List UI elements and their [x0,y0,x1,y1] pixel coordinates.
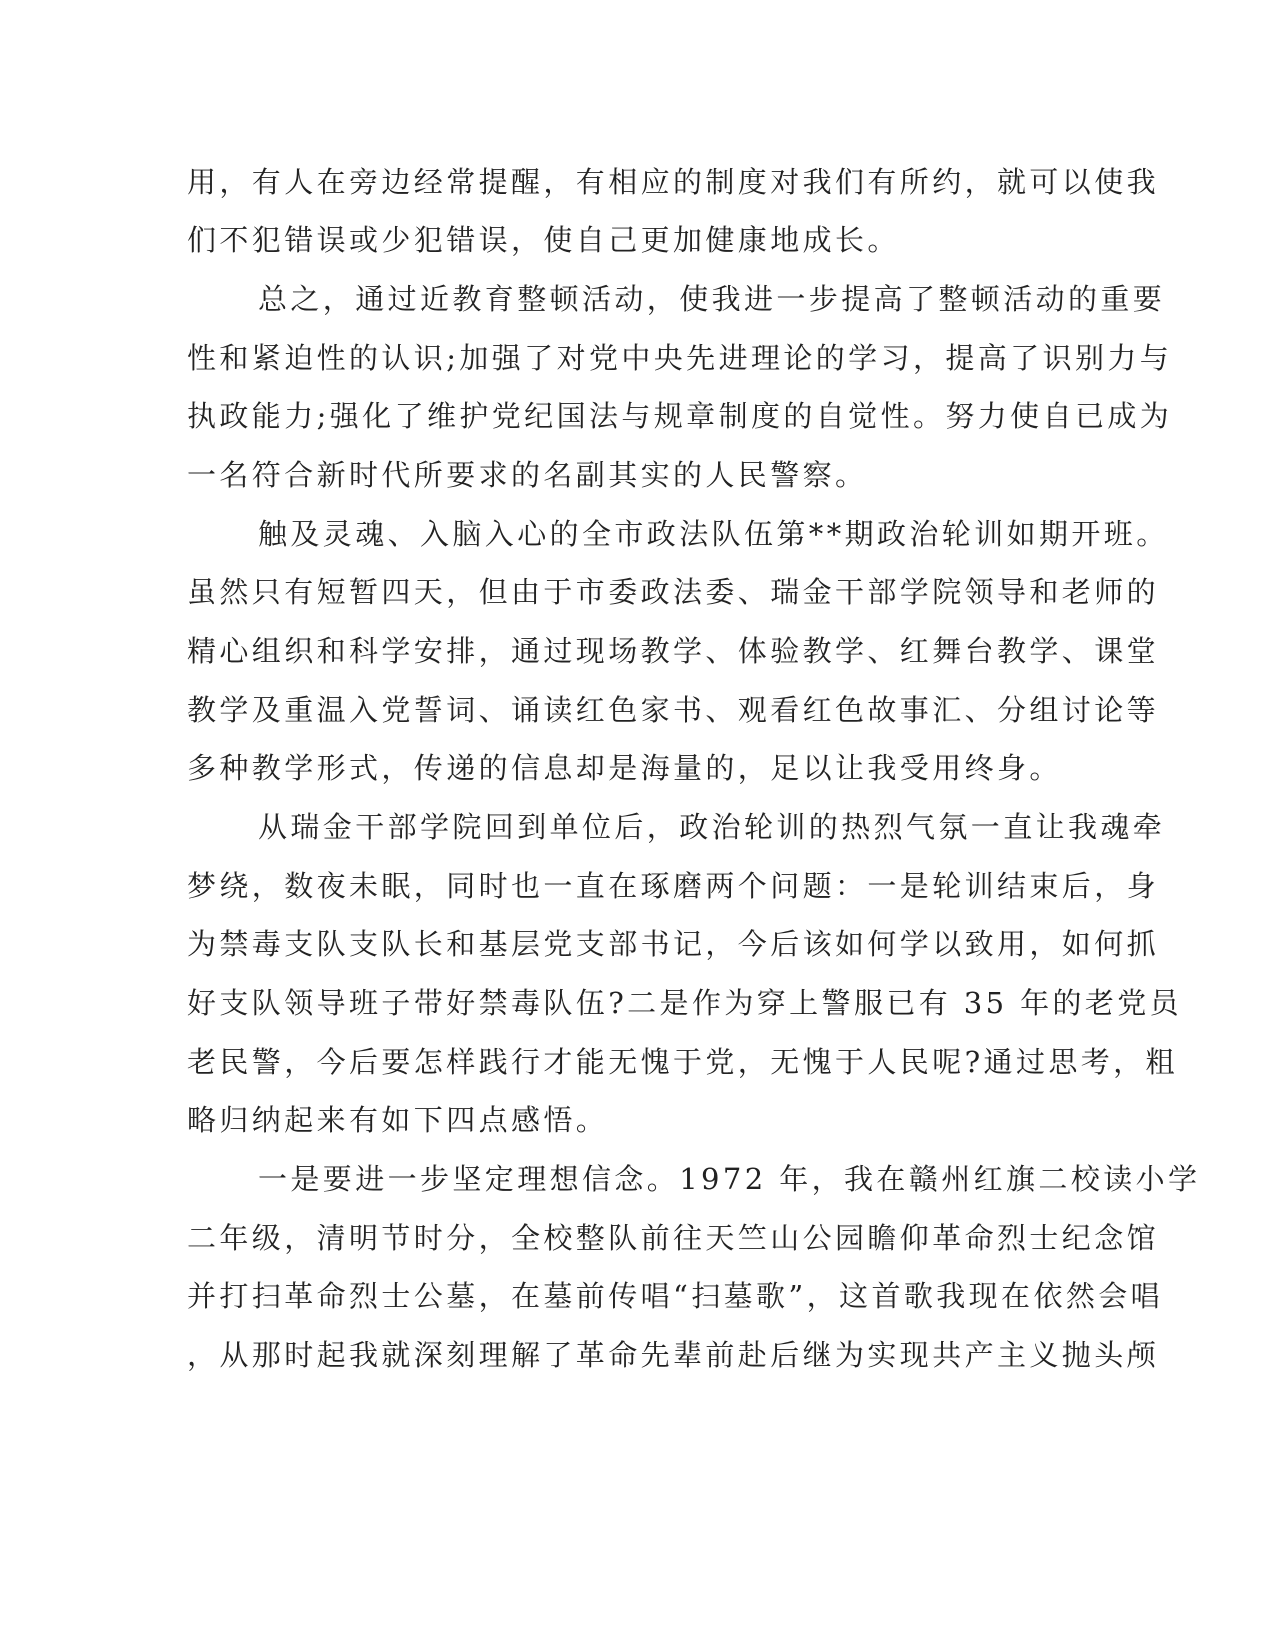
text-line: 执政能力;强化了维护党纪国法与规章制度的自觉性。努力使自已成为 [187,399,1173,433]
text-line: 精心组织和科学安排，通过现场教学、体验教学、红舞台教学、课堂 [187,634,1160,668]
text-line: 性和紧迫性的认识;加强了对党中央先进理论的学习，提高了识别力与 [187,341,1173,375]
text-line: 略归纳起来有如下四点感悟。 [187,1103,609,1137]
text-line: 用，有人在旁边经常提醒，有相应的制度对我们有所约，就可以使我 [187,165,1160,199]
text-line: 们不犯错误或少犯错误，使自己更加健康地成长。 [187,223,900,257]
text-line: 教学及重温入党誓词、诵读红色家书、观看红色故事汇、分组讨论等 [187,693,1160,727]
text-line: 老民警，今后要怎样践行才能无愧于党，无愧于人民呢?通过思考，粗 [187,1045,1178,1079]
paragraph-start-line: 总之，通过近教育整顿活动，使我进一步提高了整顿活动的重要 [258,282,1166,316]
text-line: 好支队领导班子带好禁毒队伍?二是作为穿上警服已有 35 年的老党员 [187,986,1183,1020]
paragraph-start-line: 一是要进一步坚定理想信念。1972 年，我在赣州红旗二校读小学 [258,1162,1201,1196]
text-line: 梦绕，数夜未眠，同时也一直在琢磨两个问题：一是轮训结束后，身 [187,869,1160,903]
text-line: 为禁毒支队支队长和基层党支部书记，今后该如何学以致用，如何抓 [187,927,1160,961]
paragraph-start-line: 从瑞金干部学院回到单位后，政治轮训的热烈气氛一直让我魂牵 [258,810,1166,844]
text-line: 一名符合新时代所要求的名副其实的人民警察。 [187,458,868,492]
text-line: 多种教学形式，传递的信息却是海量的，足以让我受用终身。 [187,751,1062,785]
text-line: 二年级，清明节时分，全校整队前往天竺山公园瞻仰革命烈士纪念馆 [187,1221,1160,1255]
text-line: 虽然只有短暂四天，但由于市委政法委、瑞金干部学院领导和老师的 [187,575,1160,609]
text-line: ，从那时起我就深刻理解了革命先辈前赴后继为实现共产主义抛头颅 [187,1338,1160,1372]
text-line: 并打扫革命烈士公墓，在墓前传唱“扫墓歌”，这首歌我现在依然会唱 [187,1279,1164,1313]
paragraph-start-line: 触及灵魂、入脑入心的全市政法队伍第**期政治轮训如期开班。 [258,517,1169,551]
